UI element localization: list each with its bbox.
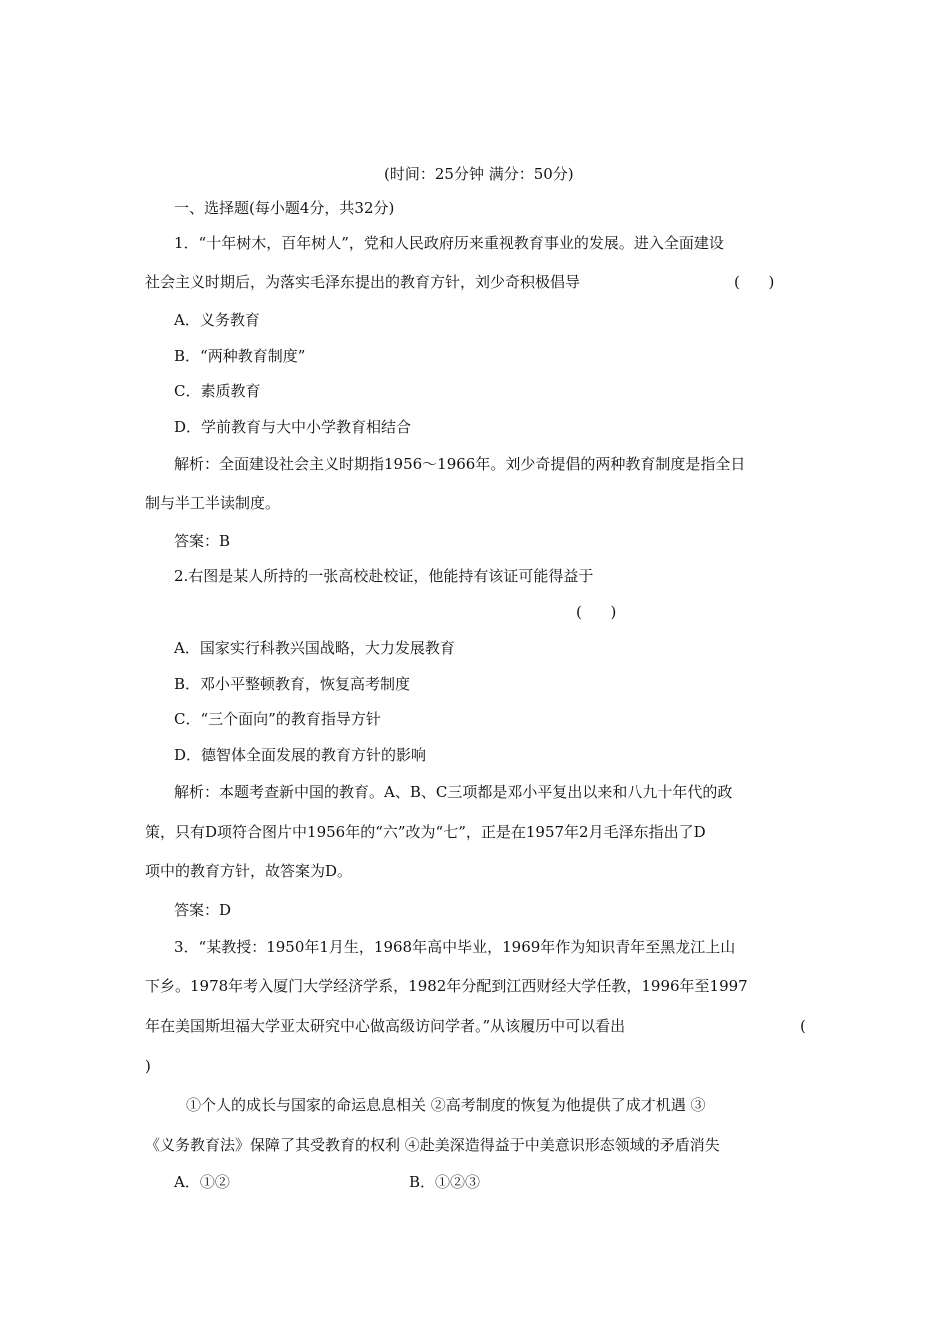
- q3-option-a: A．①②: [174, 1173, 230, 1191]
- q3-answer-paren-close: ): [145, 1057, 151, 1075]
- q1-answer-paren: ( ): [734, 273, 775, 291]
- q3-stem-line3: 年在美国斯坦福大学亚太研究中心做高级访问学者。”从该履历中可以看出: [145, 1017, 626, 1035]
- q3-option-b: B．①②③: [409, 1173, 481, 1191]
- q2-analysis-line1: 解析：本题考查新中国的教育。A、B、C三项都是邓小平复出以来和八九十年代的政: [174, 783, 733, 801]
- q2-option-c: C．“三个面向”的教育指导方针: [174, 710, 381, 728]
- q1-option-c: C．素质教育: [174, 382, 261, 400]
- q2-analysis-line3: 项中的教育方针，故答案为D。: [145, 862, 353, 880]
- q3-stem-line2: 下乡。1978年考入厦门大学经济学系，1982年分配到江西财经大学任教，1996年至1997: [145, 977, 748, 995]
- q1-option-b: B．“两种教育制度”: [174, 347, 306, 365]
- q1-option-d: D．学前教育与大中小学教育相结合: [174, 418, 412, 436]
- q1-stem-line2: 社会主义时期后，为落实毛泽东提出的教育方针，刘少奇积极倡导: [145, 273, 581, 291]
- q3-items-line2: 《义务教育法》保障了其受教育的权利 ④赴美深造得益于中美意识形态领域的矛盾消失: [145, 1136, 720, 1154]
- time-score-header: (时间：25分钟 满分：50分): [384, 165, 574, 183]
- q1-answer: 答案：B: [174, 532, 231, 550]
- q1-stem-line1: 1．“十年树木，百年树人”，党和人民政府历来重视教育事业的发展。进入全面建设: [174, 234, 724, 252]
- q1-analysis-line2: 制与半工半读制度。: [145, 494, 281, 512]
- q3-stem-line1: 3．“某教授：1950年1月生，1968年高中毕业，1969年作为知识青年至黑龙江上山: [174, 938, 736, 956]
- q2-stem-line1: 2.右图是某人所持的一张高校赴校证，他能持有该证可能得益于: [174, 567, 594, 585]
- q2-option-a: A．国家实行科教兴国战略，大力发展教育: [174, 639, 455, 657]
- q2-analysis-line2: 策，只有D项符合图片中1956年的“六”改为“七”，正是在1957年2月毛泽东指出了D: [145, 823, 706, 841]
- q2-option-d: D．德智体全面发展的教育方针的影响: [174, 746, 427, 764]
- q2-answer-paren: ( ): [576, 603, 617, 621]
- section-title: 一、选择题(每小题4分，共32分): [174, 199, 395, 217]
- q3-answer-paren-open: (: [800, 1017, 806, 1035]
- q3-items-line1: ①个人的成长与国家的命运息息相关 ②高考制度的恢复为他提供了成才机遇 ③: [186, 1096, 706, 1114]
- q1-analysis-line1: 解析：全面建设社会主义时期指1956～1966年。刘少奇提倡的两种教育制度是指全日: [174, 455, 746, 473]
- q1-option-a: A．义务教育: [174, 311, 260, 329]
- q2-option-b: B．邓小平整顿教育，恢复高考制度: [174, 675, 411, 693]
- q2-answer: 答案：D: [174, 901, 232, 919]
